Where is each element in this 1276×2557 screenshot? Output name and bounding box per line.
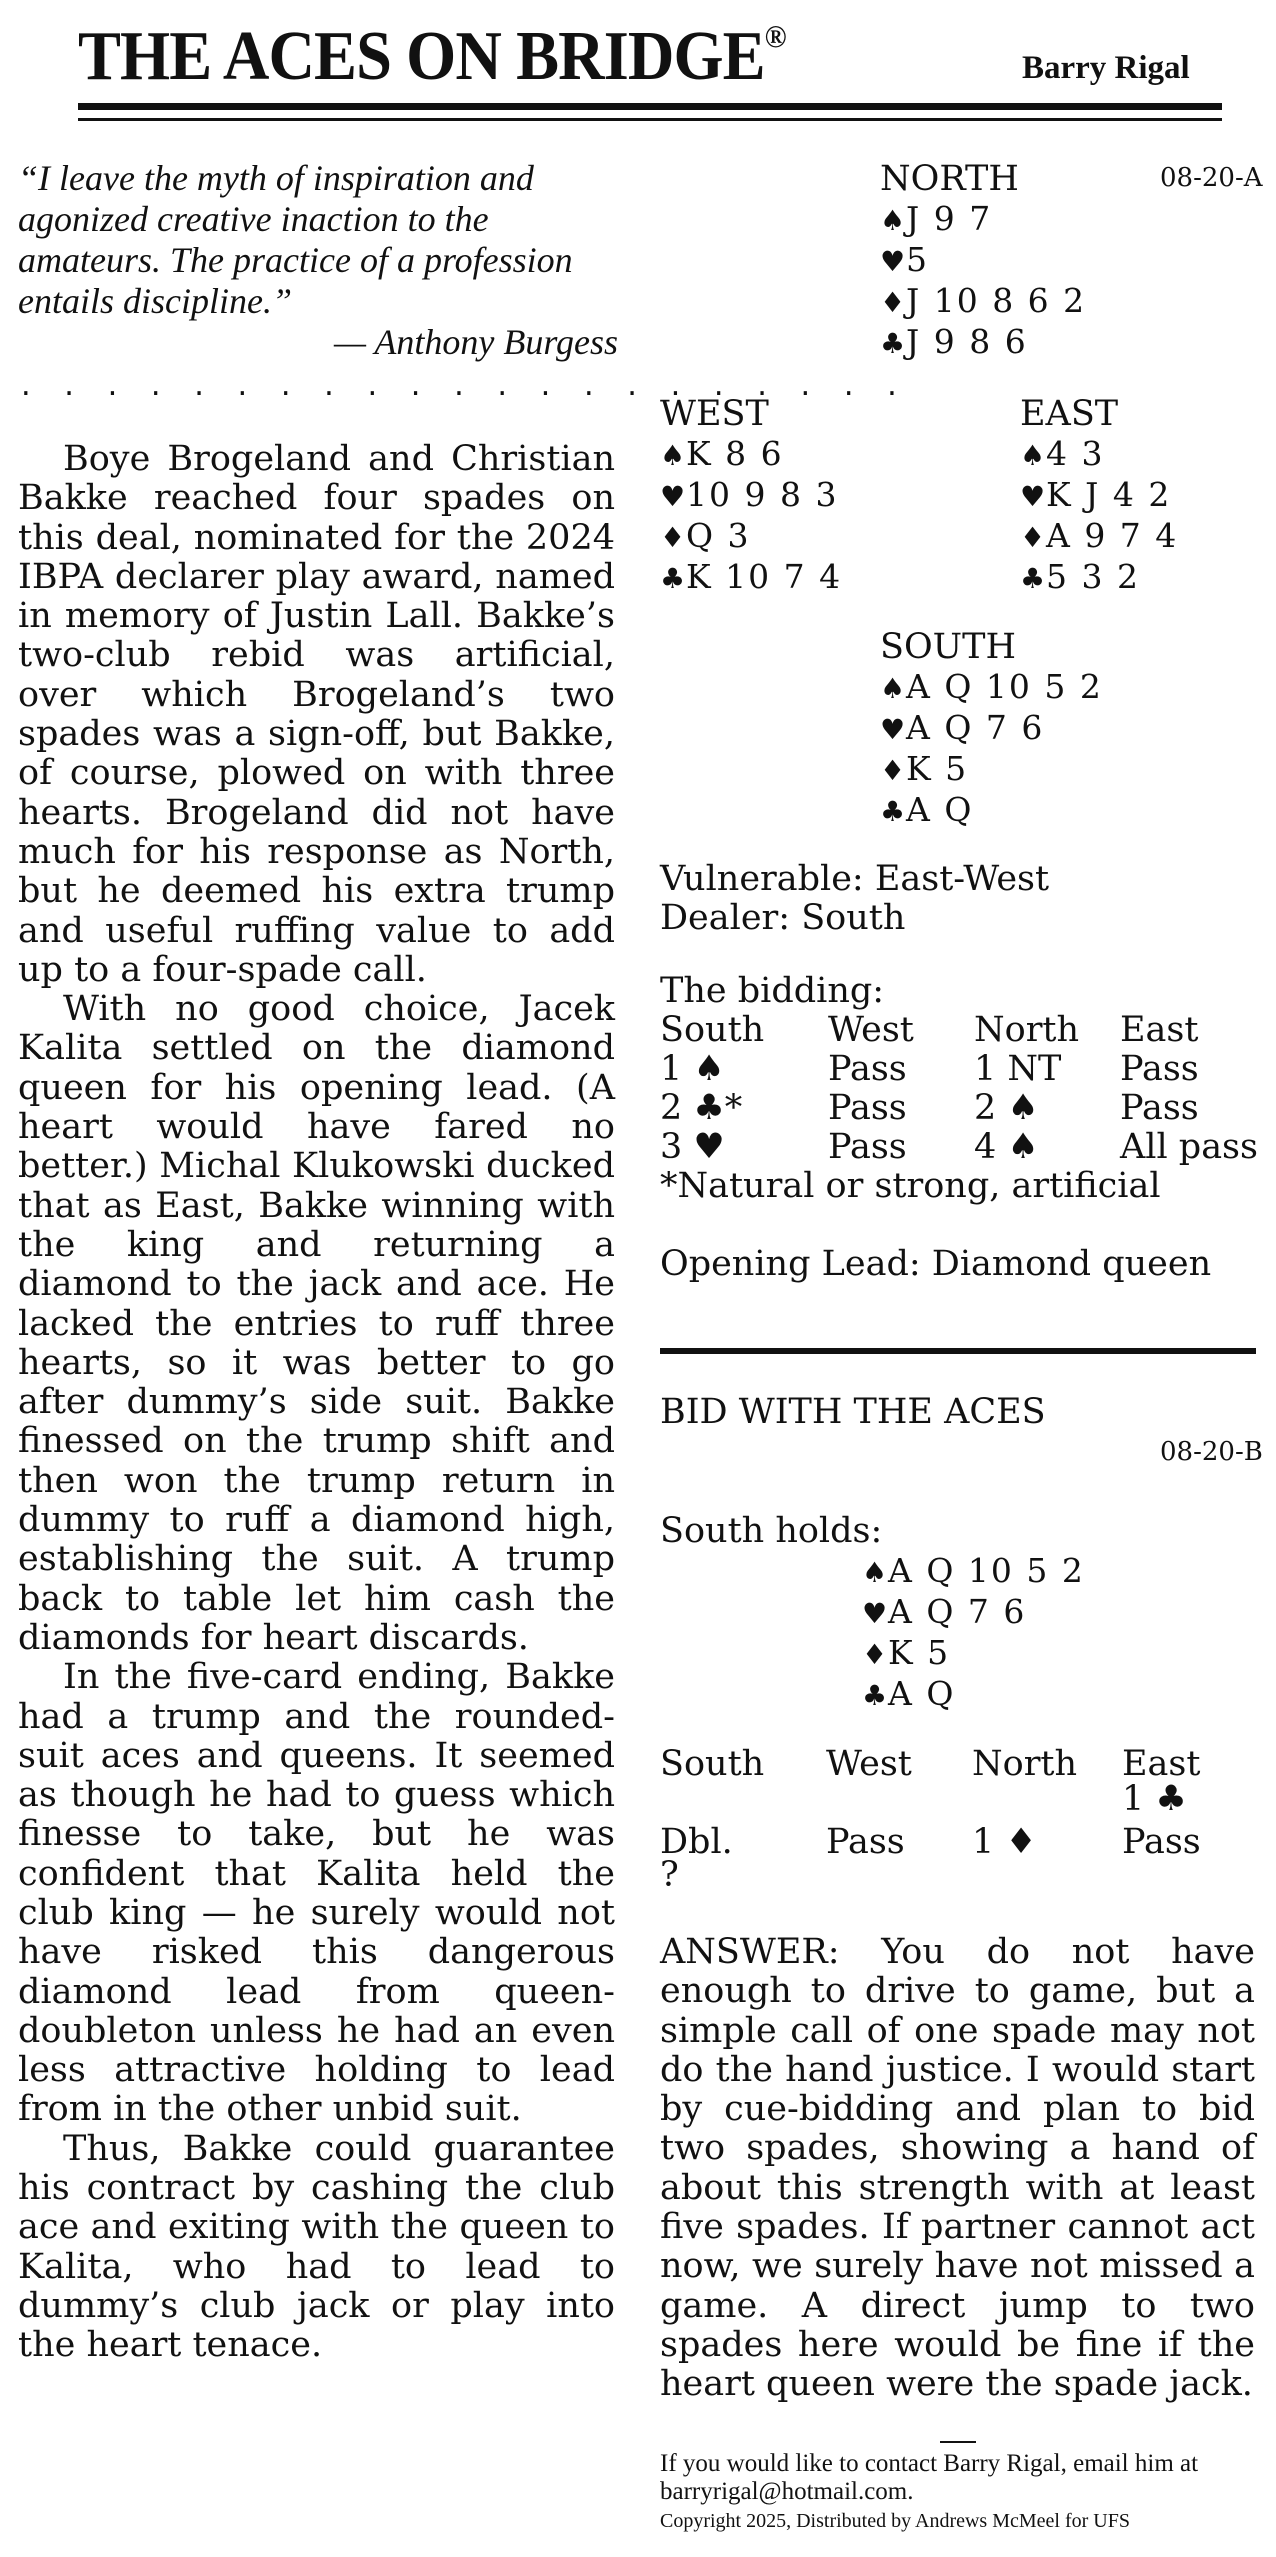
opening-lead: Opening Lead: Diamond queen bbox=[660, 1244, 1212, 1284]
header-cell: East bbox=[1122, 1744, 1201, 1784]
epigraph bbox=[18, 158, 618, 363]
header-cell: South bbox=[660, 1744, 765, 1784]
spades-line: ♠J 9 7 bbox=[880, 199, 993, 238]
masthead-title bbox=[78, 18, 786, 95]
registered-mark: ® bbox=[764, 18, 786, 54]
bidding-row bbox=[660, 1050, 1270, 1089]
bidding-note: *Natural or strong, artificial bbox=[660, 1166, 1161, 1206]
club-icon: ♣ bbox=[862, 1679, 888, 1712]
contact-note: If you would like to contact Barry Rigal, email him at barryrigal@hotmail.com. bbox=[660, 2450, 1199, 2505]
hearts-line: ♥A Q 7 6 bbox=[880, 708, 1045, 747]
answer-paragraph: ANSWER: You do not have enough to drive to game, but a simple call of one spade may not do the hand justice. I would start by cue-bidding and plan to bid two spades, showing a hand of about this strength with at least five spades. If partner cannot act now, we surely have not missed a game. A direct jump to two spades here would be fine if the heart queen were the spade jack. bbox=[660, 1932, 1255, 2405]
diamond-icon: ♦ bbox=[862, 1638, 888, 1671]
hand-west bbox=[660, 395, 842, 598]
bid-cell: 1 ♦ bbox=[972, 1822, 1037, 1862]
masthead-rule-thin bbox=[78, 118, 1222, 121]
header-cell: North bbox=[972, 1744, 1078, 1784]
heart-icon: ♥ bbox=[880, 245, 906, 278]
hand-label: EAST bbox=[1020, 394, 1119, 434]
hand-label: SOUTH bbox=[880, 627, 1017, 667]
clubs-line: ♣A Q bbox=[880, 790, 974, 829]
bid-cell: Pass bbox=[828, 1088, 907, 1128]
bid-cell: ? bbox=[660, 1855, 679, 1895]
title-text: THE ACES ON BRIDGE bbox=[78, 18, 765, 95]
hand-south bbox=[880, 628, 1103, 831]
bid-cell: Dbl. bbox=[660, 1822, 733, 1862]
article-paragraph: With no good choice, Jacek Kalita settled on the diamond queen for his opening lead. (A heart would have fared no better.) Michal Klukowski ducked that as East, Bakke winning with the king and returning a diamond to the jack and ace. He lacked the entries to ruff three hearts, so it was better to go after dummy’s side suit. Bakke finessed on the trump shift and then won the trump return in dummy to ruff a diamond high, establishing the suit. A trump back to table let him cash the diamonds for heart discards. bbox=[18, 989, 615, 1658]
byline: Barry Rigal bbox=[1022, 50, 1190, 86]
bid-cell bbox=[660, 1784, 826, 1823]
bid-cell: 1 ♣ bbox=[1122, 1779, 1187, 1819]
spade-icon: ♠ bbox=[880, 672, 906, 705]
bidding-title: The bidding: bbox=[660, 971, 885, 1011]
article-paragraph: In the five-card ending, Bakke had a trump and the rounded-suit aces and queens. It seemed as though he had to guess which finesse to take, but he was confident that Kalita held the club king — he surely would not have risked this dangerous diamond lead from queen-doubleton unless he had an even less attractive holding to lead from in the other unbid suit. bbox=[18, 1657, 615, 2130]
bidding-row bbox=[660, 1128, 1270, 1167]
epigraph-text: “I leave the myth of inspiration and agonized creative inaction to the amateurs. The practice of a profession entails discipline.” bbox=[18, 158, 573, 321]
deal-info bbox=[660, 860, 1049, 938]
clubs-line: ♣A Q bbox=[862, 1674, 956, 1713]
dotted-separator: . . . . . . . . . . . . . . . . . . . . . bbox=[18, 372, 906, 402]
bidding-row bbox=[660, 1089, 1270, 1128]
article-paragraph: Thus, Bakke could guarantee his contract by cashing the club ace and exiting with the queen to Kalita, who had to lead to dummy’s club jack or play into the heart tenace. bbox=[18, 2128, 615, 2366]
heart-icon: ♥ bbox=[1020, 480, 1046, 513]
club-icon: ♣ bbox=[880, 795, 906, 828]
copyright: Copyright 2025, Distributed by Andrews McMeel for UFS bbox=[660, 2510, 1130, 2532]
header-cell: East bbox=[1120, 1010, 1199, 1050]
header-cell: West bbox=[826, 1744, 912, 1784]
header-cell: West bbox=[828, 1010, 914, 1050]
bidding-table bbox=[660, 1011, 1270, 1167]
hearts-line: ♥5 bbox=[880, 240, 929, 279]
diamond-icon: ♦ bbox=[1020, 521, 1046, 554]
heart-icon: ♥ bbox=[880, 713, 906, 746]
vulnerable-line: Vulnerable: East-West bbox=[660, 859, 1050, 899]
spade-icon: ♠ bbox=[862, 1556, 888, 1589]
bid-cell: 1 ♠ bbox=[660, 1049, 725, 1089]
bidding-row bbox=[660, 1823, 1242, 1862]
bid-cell bbox=[826, 1862, 972, 1901]
bid-cell: 3 ♥ bbox=[660, 1127, 725, 1167]
spades-line: ♠A Q 10 5 2 bbox=[862, 1551, 1085, 1590]
bid-cell bbox=[972, 1784, 1122, 1823]
bidding-header-row bbox=[660, 1011, 1270, 1050]
diamonds-line: ♦K 5 bbox=[880, 749, 969, 788]
club-icon: ♣ bbox=[660, 562, 686, 595]
problem-bidding bbox=[660, 1745, 1242, 1901]
bid-cell: 2 ♣* bbox=[660, 1088, 743, 1128]
spades-line: ♠4 3 bbox=[1020, 434, 1105, 473]
bidding-section bbox=[660, 972, 1270, 1284]
problem-hand bbox=[862, 1551, 1085, 1715]
hand-label: WEST bbox=[660, 394, 769, 434]
bid-with-aces-title: BID WITH THE ACES bbox=[660, 1392, 1046, 1432]
hand-label: NORTH bbox=[880, 159, 1019, 199]
bid-cell: Pass bbox=[1122, 1822, 1201, 1862]
problem-id: 08-20-B bbox=[1160, 1437, 1263, 1467]
bid-cell: Pass bbox=[1120, 1049, 1199, 1089]
bid-cell: Pass bbox=[828, 1049, 907, 1089]
header-cell: North bbox=[974, 1010, 1080, 1050]
article-body bbox=[18, 440, 615, 2366]
hearts-line: ♥A Q 7 6 bbox=[862, 1592, 1027, 1631]
short-rule bbox=[940, 2441, 976, 2443]
bid-cell: Pass bbox=[1120, 1088, 1199, 1128]
heart-icon: ♥ bbox=[862, 1597, 888, 1630]
bidding-row bbox=[660, 1784, 1242, 1823]
diamonds-line: ♦A 9 7 4 bbox=[1020, 516, 1179, 555]
diamond-icon: ♦ bbox=[880, 754, 906, 787]
club-icon: ♣ bbox=[1020, 562, 1046, 595]
diamond-icon: ♦ bbox=[880, 286, 906, 319]
clubs-line: ♣5 3 2 bbox=[1020, 557, 1140, 596]
masthead-rule-thick bbox=[78, 103, 1222, 110]
hearts-line: ♥K J 4 2 bbox=[1020, 475, 1172, 514]
bid-cell bbox=[972, 1862, 1122, 1901]
diamond-icon: ♦ bbox=[660, 521, 686, 554]
bid-cell: 4 ♠ bbox=[974, 1127, 1039, 1167]
club-icon: ♣ bbox=[880, 327, 906, 360]
article-paragraph: Boye Brogeland and Christian Bakke reached four spades on this deal, nominated for the 2024 IBPA declarer play award, named in memory of Justin Lall. Bakke’s two-club rebid was artificial, over which Brogeland’s two spades was a sign-off, but Bakke, of course, plowed on with three hearts. Brogeland did not have much for his response as North, but he deemed his extra trump and useful ruffing value to add up to a four-spade call. bbox=[18, 439, 615, 990]
heart-icon: ♥ bbox=[660, 480, 686, 513]
answer-text bbox=[660, 1933, 1255, 2405]
hand-east bbox=[1020, 395, 1178, 598]
bid-cell: 2 ♠ bbox=[974, 1088, 1039, 1128]
section-divider bbox=[660, 1348, 1256, 1354]
bid-cell: Pass bbox=[828, 1127, 907, 1167]
spades-line: ♠A Q 10 5 2 bbox=[880, 667, 1103, 706]
clubs-line: ♣J 9 8 6 bbox=[880, 322, 1028, 361]
bid-cell: 1 NT bbox=[974, 1049, 1062, 1089]
epigraph-attribution: — Anthony Burgess bbox=[334, 322, 618, 362]
spade-icon: ♠ bbox=[880, 204, 906, 237]
south-holds-label: South holds: bbox=[660, 1511, 883, 1551]
spade-icon: ♠ bbox=[660, 439, 686, 472]
diamonds-line: ♦J 10 8 6 2 bbox=[880, 281, 1087, 320]
bid-cell bbox=[1122, 1862, 1242, 1901]
bid-cell bbox=[826, 1784, 972, 1823]
hand-north bbox=[880, 160, 1086, 363]
bidding-row bbox=[660, 1862, 1242, 1901]
problem-bidding-table bbox=[660, 1745, 1242, 1901]
dealer-line: Dealer: South bbox=[660, 898, 906, 938]
diamonds-line: ♦Q 3 bbox=[660, 516, 751, 555]
spades-line: ♠K 8 6 bbox=[660, 434, 784, 473]
deal-id: 08-20-A bbox=[1160, 163, 1263, 193]
diamonds-line: ♦K 5 bbox=[862, 1633, 951, 1672]
clubs-line: ♣K 10 7 4 bbox=[660, 557, 843, 596]
bid-cell: All pass bbox=[1120, 1127, 1258, 1167]
spade-icon: ♠ bbox=[1020, 439, 1046, 472]
header-cell: South bbox=[660, 1010, 765, 1050]
hearts-line: ♥10 9 8 3 bbox=[660, 475, 839, 514]
bid-cell: Pass bbox=[826, 1822, 905, 1862]
